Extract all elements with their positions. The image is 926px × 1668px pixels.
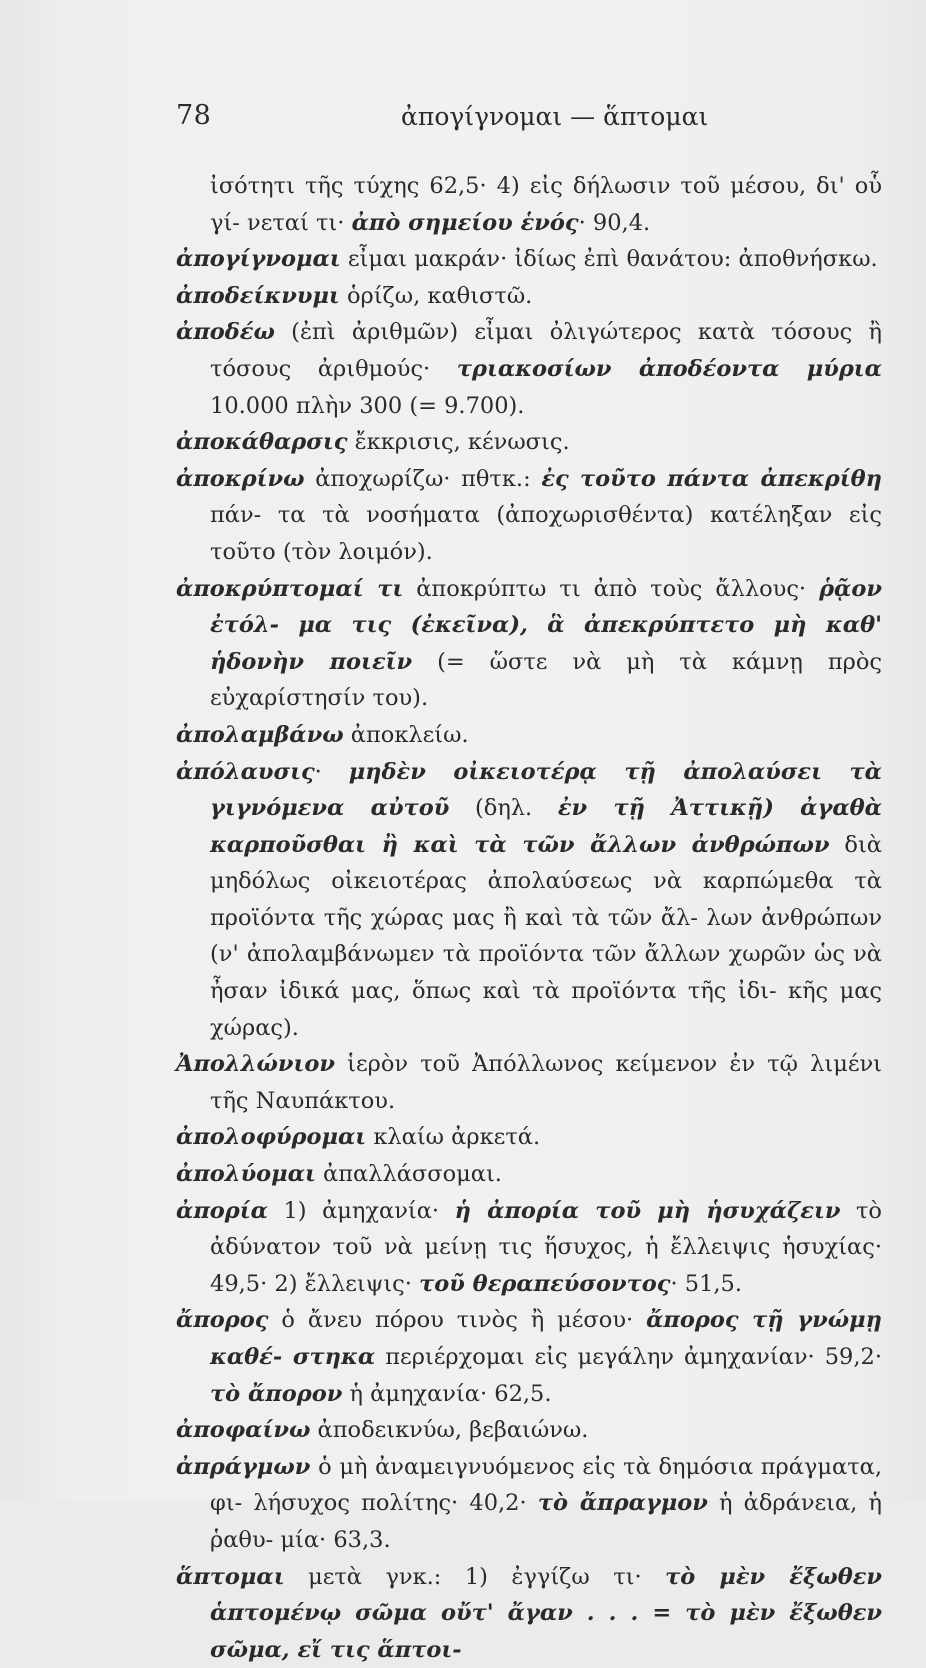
entry-quotation: ἄπορος τῇ γνώμῃ καθέ- στηκα [210, 1307, 882, 1370]
entry-lemma: ἀπολοφύρομαι [176, 1124, 367, 1151]
entry-definition: πάν- τα τὰ νοσήματα (ἀποχωρισθέντα) κατέληξαν εἰς τοῦτο (τὸν λοιμόν). [210, 502, 882, 565]
entry-quotation: τὸ μὲν ἔξωθεν ἁπτομένῳ σῶμα οὔτ' ἄγαν . . . = τὸ μὲν ἔξωθεν σῶμα, εἴ τις ἅπτοι- [210, 1563, 882, 1663]
entry-definition: · 90,4. [578, 209, 651, 236]
dictionary-entry [176, 1156, 882, 1193]
entry-lemma: ἀπράγμων [176, 1453, 311, 1480]
entry-definition: ἀποκρύπτω τι ἀπὸ τοὺς ἄλλους· [403, 575, 820, 602]
entry-definition: ὁ μὴ ἀναμειγνυόμενος εἰς τὰ δημόσια πράγματα, φι- λήσυχος πολίτης· 40,2· [210, 1453, 882, 1517]
dictionary-entry [176, 1193, 882, 1303]
entry-definition: ἡ ἀμηχανία· 62,5. [342, 1380, 552, 1407]
entry-lemma: ἀποκρύπτομαί τι [176, 575, 404, 602]
entry-definition: ἰσότητι τῆς τύχης 62,5· 4) εἰς δήλωσιν τοῦ μέσου, δι' οὗ γί- νεταί τι· [210, 173, 882, 236]
entry-quotation: ἀπὸ σημείου ἑνός [351, 209, 579, 236]
entry-definition: ἀποδεικνύω, βεβαιώνω. [310, 1417, 589, 1444]
entry-quotation: ἡ ἀπορία τοῦ μὴ ἡσυχάζειν [454, 1197, 841, 1224]
entry-lemma: ἀποκάθαρσις [176, 429, 348, 456]
entry-lemma: ἀποδέω [176, 319, 275, 346]
entry-lemma: ἄπορος [176, 1307, 269, 1334]
dictionary-entry [176, 461, 882, 571]
entry-lemma: ἀπολαμβάνω [176, 721, 344, 748]
running-head: ἀπογίγνομαι — ἅπτομαι [401, 102, 709, 131]
dictionary-entry [176, 1412, 882, 1449]
dictionary-entries [176, 168, 882, 1668]
entry-definition: ὁρίζω, καθιστῶ. [339, 282, 533, 309]
entry-quotation: ῥᾷον ἐτόλ- μα τις (ἐκεῖνα), ἃ ἀπεκρύπτετο μὴ καθ' ἡδονὴν ποιεῖν [210, 575, 882, 675]
entry-definition: 1) ἀμηχανία· [267, 1197, 455, 1224]
entry-quotation: τὸ ἄπραγμον [537, 1490, 708, 1517]
dictionary-entry [176, 717, 882, 754]
entry-lemma: ἀπογίγνομαι [176, 246, 341, 273]
dictionary-entry [176, 1302, 882, 1412]
dictionary-entry [176, 1119, 882, 1156]
entry-definition: ἡ ἀδράνεια, ἡ ῥαθυ- μία· 63,3. [210, 1490, 882, 1553]
dictionary-entry [176, 278, 882, 315]
page-number: 78 [176, 100, 212, 131]
entry-definition: τὸ ἀδύνατον τοῦ νὰ μείνῃ τις ἥσυχος, ἡ ἔλλειψις ἡσυχίας· 49,5· 2) ἔλλειψις· [210, 1197, 882, 1297]
page-header [176, 100, 882, 140]
entry-continuation [176, 168, 882, 241]
entry-definition: · [314, 758, 349, 785]
entry-definition: (= ὥστε νὰ μὴ τὰ κάμνῃ πρὸς εὐχαρίστησίν του). [210, 648, 882, 712]
entry-quotation: μηδὲν οἰκειοτέρᾳ τῇ ἀπολαύσει τὰ γιγνόμενα αὐτοῦ [210, 758, 882, 822]
entry-quotation: ἐν τῇ Ἀττικῇ) ἀγαθὰ καρποῦσθαι ἢ καὶ τὰ τῶν ἄλλων ἀνθρώπων [210, 795, 882, 858]
entry-lemma: ἅπτομαι [176, 1563, 285, 1590]
entry-definition: διὰ μηδόλως οἰκειοτέρας ἀπολαύσεως νὰ καρπώμεθα τὰ προϊόντα τῆς χώρας μας ἢ καὶ τὰ τῶν ἄλ- λων ἀνθρώπων (ν' ἀπολαμβάνωμεν τὰ προϊόντα τῶν ἄλλων χωρῶν ὡς νὰ ἦσαν ἰδικά μας, ὅπως καὶ τὰ προϊόντα τῆς ἰδι- κῆς μας χώρας). [210, 831, 882, 1041]
entry-definition: ἔκκρισις, κένωσις. [347, 429, 570, 456]
entry-definition: (δηλ. [449, 795, 558, 822]
entry-quotation: τὸ ἄπορον [210, 1380, 343, 1407]
entry-definition: ἀποκλείω. [343, 721, 469, 748]
dictionary-entry [176, 571, 882, 717]
entry-definition: (ἐπὶ ἀριθμῶν) εἶμαι ὀλιγώτερος κατὰ τόσους ἢ τόσους ἀριθμούς· [210, 319, 882, 382]
entry-lemma: ἀπόλαυσις [176, 758, 315, 785]
entry-lemma: Ἀπολλώνιον [176, 1051, 336, 1078]
entry-definition: 10.000 πλὴν 300 (= 9.700). [210, 392, 525, 419]
entry-definition: ἀπαλλάσσομαι. [315, 1161, 502, 1188]
entry-quotation: τριακοσίων ἀποδέοντα μύρια [456, 355, 882, 382]
dictionary-entry [176, 1046, 882, 1119]
entry-lemma: ἀποδείκνυμι [176, 282, 340, 309]
entry-quotation: ἐς τοῦτο πάντα ἀπεκρίθη [541, 465, 882, 492]
entry-lemma: ἀποκρίνω [176, 465, 305, 492]
entry-lemma: ἀποφαίνω [176, 1417, 311, 1444]
dictionary-entry [176, 314, 882, 424]
dictionary-entry [176, 424, 882, 461]
entry-definition: · 51,5. [670, 1270, 743, 1297]
entry-quotation: τοῦ θεραπεύσοντος [419, 1270, 671, 1297]
entry-definition: ἀποχωρίζω· πθτκ.: [304, 465, 542, 492]
entry-definition: ἱερὸν τοῦ Ἀπόλλωνος κείμενον ἐν τῷ λιμένι τῆς Ναυπάκτου. [210, 1051, 882, 1114]
entry-definition: ὁ ἄνευ πόρου τινὸς ἢ μέσου· [268, 1307, 647, 1334]
entry-definition: περιέρχομαι εἰς μεγάλην ἀμηχανίαν· 59,2· [375, 1344, 882, 1370]
entry-definition: κλαίω ἀρκετά. [366, 1124, 541, 1151]
entry-lemma: ἀπολύομαι [176, 1161, 316, 1188]
entry-definition: μετὰ γνκ.: 1) ἐγγίζω τι· [284, 1563, 666, 1590]
dictionary-entry [176, 1449, 882, 1559]
dictionary-entry [176, 1559, 882, 1668]
entry-definition: εἶμαι μακράν· ἰδίως ἐπὶ θανάτου: ἀποθνήσκω. [340, 246, 878, 273]
dictionary-entry [176, 754, 882, 1047]
dictionary-entry [176, 241, 882, 278]
entry-lemma: ἀπορία [176, 1197, 268, 1224]
